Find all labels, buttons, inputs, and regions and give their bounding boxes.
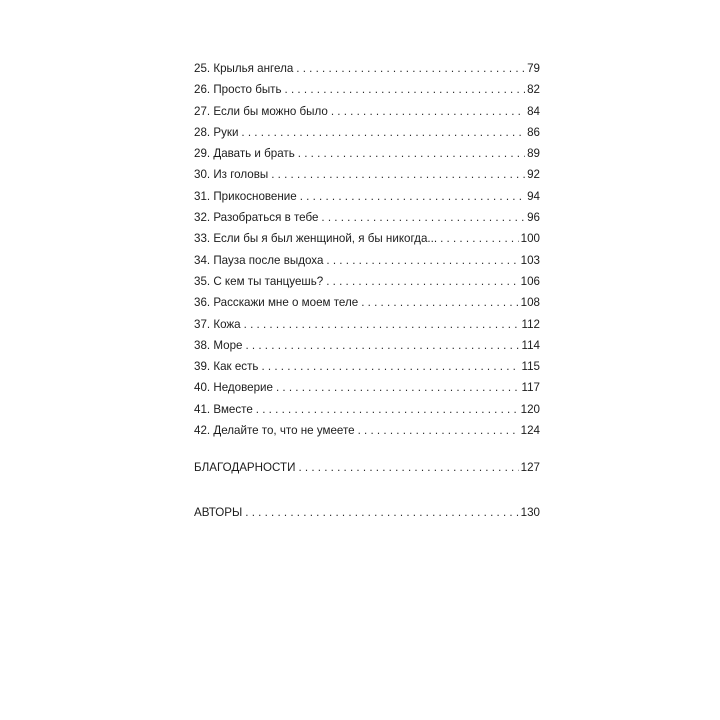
toc-entry[interactable] [194, 420, 540, 441]
dot-leader [241, 122, 525, 143]
table-of-contents [194, 58, 540, 523]
toc-entry-page: 79 [527, 62, 540, 75]
toc-entry[interactable] [194, 101, 540, 122]
dot-leader [256, 399, 519, 420]
toc-entry[interactable] [194, 228, 540, 249]
toc-entry-title: 28. Руки [194, 125, 239, 139]
dot-leader [298, 457, 518, 478]
toc-entry[interactable] [194, 356, 540, 377]
toc-entry-title: 40. Недоверие [194, 381, 273, 395]
dot-leader [298, 143, 525, 164]
toc-entry-title: 33. Если бы я был женщиной, я бы никогда... [194, 232, 438, 246]
toc-entry-page: 103 [520, 253, 540, 267]
toc-entry-title: БЛАГОДАРНОСТИ [194, 461, 296, 475]
toc-entry-page: 130 [520, 505, 540, 519]
toc-entry-title: 38. Море [194, 338, 243, 352]
toc-entry-page: 115 [521, 360, 540, 374]
toc-entry-page: 82 [527, 83, 540, 97]
toc-entry-title: 29. Давать и брать [194, 147, 295, 161]
toc-entry[interactable] [194, 186, 540, 207]
toc-entry-authors[interactable] [194, 502, 540, 523]
dot-leader [285, 79, 526, 100]
toc-entry[interactable] [194, 122, 540, 143]
toc-entry-title: 30. Из головы [194, 168, 269, 182]
toc-entry-title: 32. Разобраться в тебе [194, 211, 319, 225]
dot-leader [271, 164, 525, 185]
toc-entry-title: 36. Расскажи мне о моем теле [194, 296, 359, 310]
dot-leader [245, 335, 519, 356]
toc-entry-page: 120 [520, 402, 540, 416]
chapter-list [194, 58, 540, 441]
toc-entry-page: 117 [521, 381, 540, 395]
toc-entry-page: 96 [527, 211, 540, 225]
toc-entry-page: 114 [521, 338, 540, 352]
toc-entry[interactable] [194, 79, 540, 100]
toc-entry-page: 100 [520, 232, 540, 246]
dot-leader [358, 420, 519, 441]
dot-leader [440, 228, 519, 249]
toc-entry-title: 31. Прикосновение [194, 189, 297, 203]
toc-entry-page: 124 [520, 424, 540, 438]
dot-leader [331, 101, 525, 122]
toc-entry-title: АВТОРЫ [194, 505, 243, 519]
toc-entry-page: 108 [520, 296, 540, 310]
toc-entry-title: 25. Крылья ангела [194, 62, 294, 75]
toc-entry-title: 41. Вместе [194, 402, 253, 416]
toc-entry[interactable] [194, 164, 540, 185]
toc-entry-page: 86 [527, 125, 540, 139]
toc-entry[interactable] [194, 377, 540, 398]
toc-entry-title: 39. Как есть [194, 360, 259, 374]
toc-entry-page: 112 [521, 317, 540, 331]
toc-entry-page: 84 [527, 104, 540, 118]
toc-entry-title: 26. Просто быть [194, 83, 282, 97]
toc-entry-title: 37. Кожа [194, 317, 241, 331]
dot-leader [261, 356, 519, 377]
toc-entry[interactable] [194, 292, 540, 313]
toc-entry-page: 92 [527, 168, 540, 182]
toc-entry-page: 127 [520, 461, 540, 475]
dot-leader [321, 207, 525, 228]
dot-leader [296, 58, 525, 79]
toc-entry-title: 35. С кем ты танцуешь? [194, 274, 324, 288]
toc-entry-title: 34. Пауза после выдоха [194, 253, 324, 267]
dot-leader [326, 271, 518, 292]
toc-entry[interactable] [194, 250, 540, 271]
toc-entry-page: 89 [527, 147, 540, 161]
toc-entry-acknowledgements[interactable] [194, 457, 540, 478]
dot-leader [276, 377, 520, 398]
toc-entry[interactable] [194, 335, 540, 356]
toc-entry-title: 27. Если бы можно было [194, 104, 328, 118]
dot-leader [245, 502, 518, 523]
toc-entry-page: 106 [520, 274, 540, 288]
toc-entry[interactable] [194, 314, 540, 335]
toc-entry[interactable] [194, 143, 540, 164]
dot-leader [244, 314, 520, 335]
toc-entry-title: 42. Делайте то, что не умеете [194, 424, 355, 438]
toc-entry[interactable] [194, 399, 540, 420]
dot-leader [361, 292, 518, 313]
toc-entry[interactable] [194, 271, 540, 292]
toc-entry[interactable] [194, 58, 540, 79]
dot-leader [300, 186, 525, 207]
toc-entry[interactable] [194, 207, 540, 228]
dot-leader [326, 250, 518, 271]
toc-entry-page: 94 [527, 189, 540, 203]
